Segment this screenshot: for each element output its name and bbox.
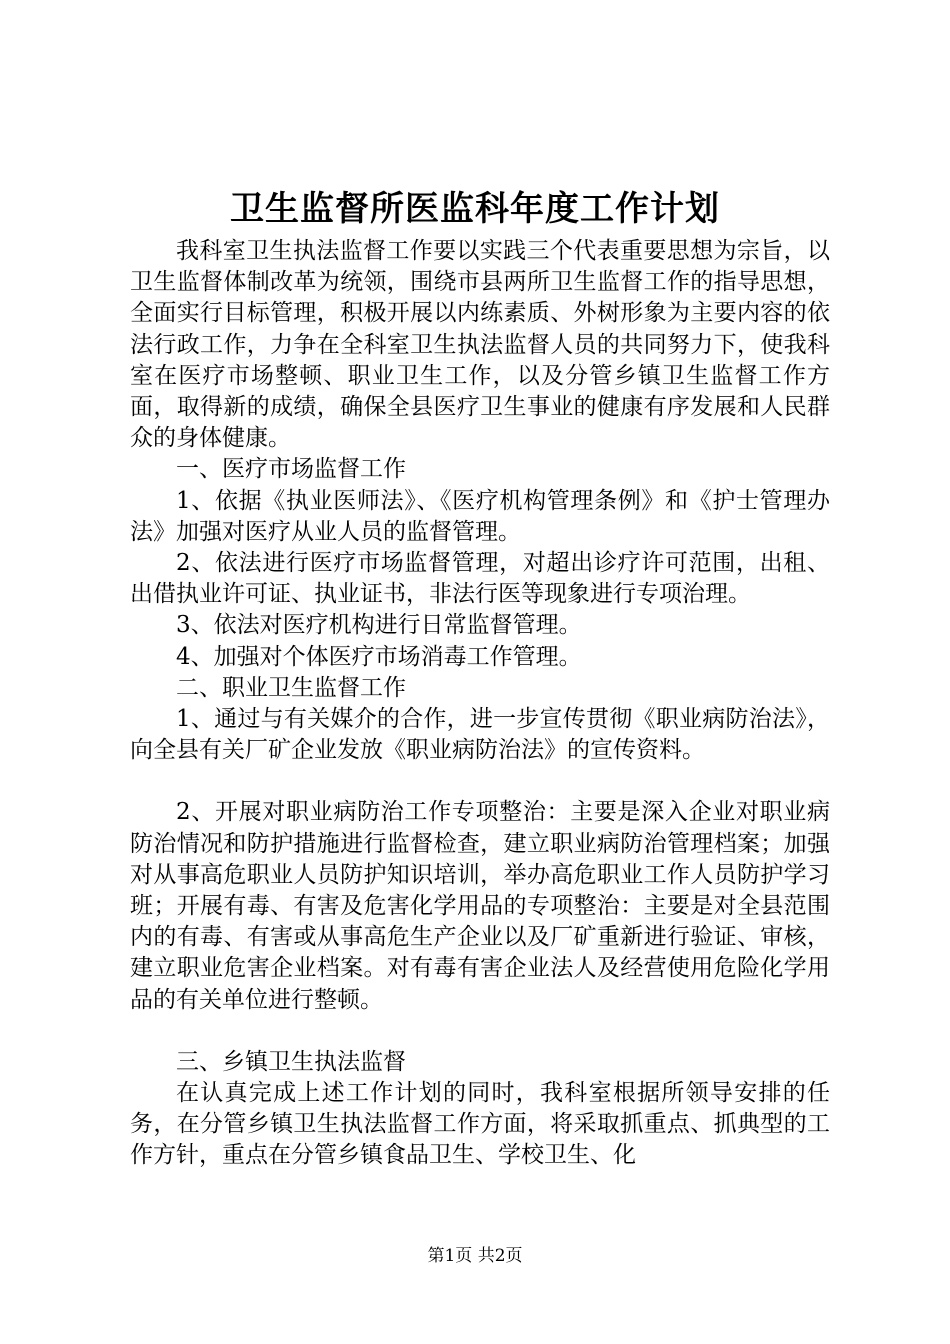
page-number-footer: 第1页 共2页 [427,1246,523,1266]
intro-paragraph: 我科室卫生执法监督工作要以实践三个代表重要思想为宗旨，以卫生监督体制改革为统领，围绕市县两所卫生监督工作的指导思想，全面实行目标管理，积极开展以内练素质、外树形象为主要内容的依法行政工作，力争在全科室卫生执法监督人员的共同努力下，使我科室在医疗市场整顿、职业卫生工作，以及分管乡镇卫生监督工作方面，取得新的成绩，确保全县医疗卫生事业的健康有序发展和人民群众的身体健康。 [130,238,830,452]
list-item: 3、依法对医疗机构进行日常监督管理。 [176,612,582,639]
document-body [130,236,830,1172]
list-item: 2、依法进行医疗市场监督管理，对超出诊疗许可范围，出租、出借执业许可证、执业证书，非法行医等现象进行专项治理。 [130,550,830,608]
body-paragraph: 在认真完成上述工作计划的同时，我科室根据所领导安排的任务，在分管乡镇卫生执法监督工作方面，将采取抓重点、抓典型的工作方针，重点在分管乡镇食品卫生、学校卫生、化 [130,1080,830,1169]
list-item: 2、开展对职业病防治工作专项整治：主要是深入企业对职业病防治情况和防护措施进行监督检查，建立职业病防治管理档案；加强对从事高危职业人员防护知识培训，举办高危职业工作人员防护学习班；开展有毒、有害及危害化学用品的专项整治：主要是对全县范围内的有毒、有害或从事高危生产企业以及厂矿重新进行验证、审核，建立职业危害企业档案。对有毒有害企业法人及经营使用危险化学用品的有关单位进行整顿。 [130,799,830,1013]
list-item: 4、加强对个体医疗市场消毒工作管理。 [176,643,582,670]
section-heading-township: 三、乡镇卫生执法监督 [176,1048,406,1075]
list-item: 1、依据《执业医师法》、《医疗机构管理条例》和《护士管理办法》加强对医疗从业人员的监督管理。 [130,487,830,545]
section-heading-medical-market: 一、医疗市场监督工作 [176,456,406,483]
document-title: 卫生监督所医监科年度工作计划 [230,189,720,229]
section-heading-occupational-health: 二、职业卫生监督工作 [176,674,406,701]
list-item: 1、通过与有关媒介的合作，进一步宣传贯彻《职业病防治法》，向全县有关厂矿企业发放《职业病防治法》的宣传资料。 [130,706,830,764]
